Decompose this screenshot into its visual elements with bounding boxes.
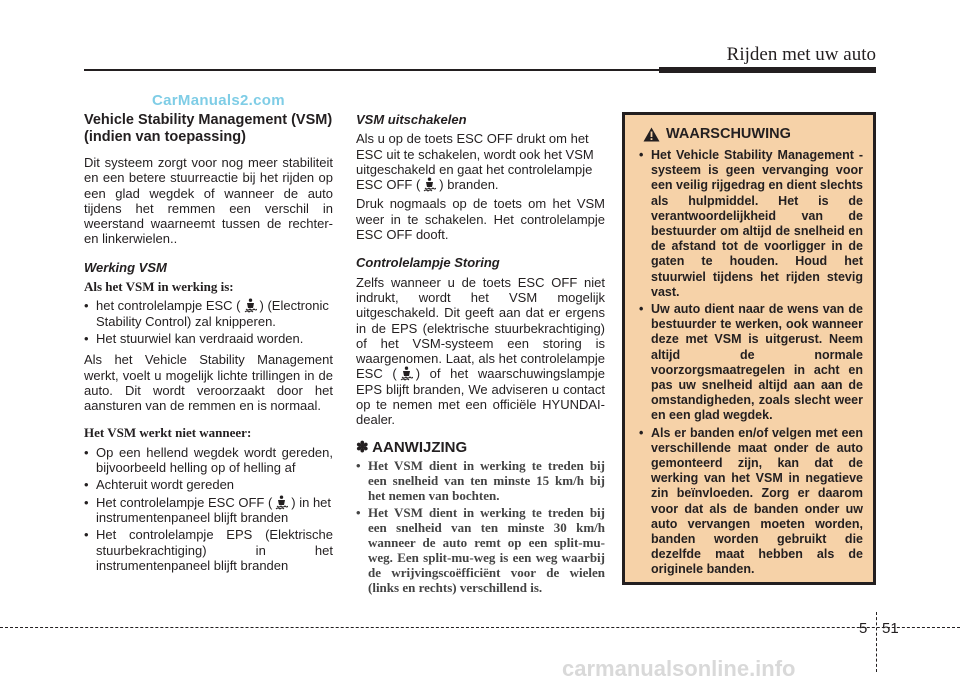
header-title: Rijden met uw auto xyxy=(726,44,876,65)
werking-list xyxy=(84,298,333,346)
list-item: • Het stuurwiel kan verdraaid worden. xyxy=(84,331,333,346)
list-item: • Als er banden en/of velgen met een verschillende maat onder de auto gemonteerd zijn, kan dat de werking van het VSM in negatieve zin beïnvloeden. Zorg er daarom voor dat als de banden onder uw auto vervangen moeten worden, banden worden gebruikt die dezelfde maat hebben als de originele banden. xyxy=(639,426,863,578)
esc-warning-icon xyxy=(400,366,413,381)
intro-paragraph: Dit systeem zorgt voor nog meer stabiliteit en een betere stuurreactie bij het rijden op een glad wegdek of wanneer de auto tijdens het remmen een verschil in weerstand waarneemt tussen de rechter- en linkerwielen.. xyxy=(84,155,333,247)
subheading-storing: Controlelampje Storing xyxy=(356,255,500,271)
inschakelen-paragraph: Druk nogmaals op de toets om het VSM weer in te schakelen. Het controlelampje ESC OFF dooft. xyxy=(356,196,605,243)
warning-header xyxy=(643,126,873,142)
subheading-werking: Werking VSM xyxy=(84,259,167,275)
subheading-in-werking: Als het VSM in werking is: xyxy=(84,279,234,295)
list-item: • Op een hellend wegdek wordt gereden, bijvoorbeeld helling op of helling af xyxy=(84,445,333,476)
warning-triangle-icon xyxy=(643,127,660,142)
list-item: • Achteruit wordt gereden xyxy=(84,477,333,492)
footer-rule xyxy=(0,627,960,628)
section-number: 5 xyxy=(859,620,868,637)
storing-paragraph: Zelfs wanneer u de toets ESC OFF niet indrukt, wordt het VSM mogelijk uitgeschakeld. Dit geeft aan dat er ergens in de EPS (elektrische stuurbekrachtiging) of het VSM-systeem een storing is waargenomen. Laat, als het controlelampje ESC ( ) of het waarschuwingslampje EPS blijft branden, We adviseren u contact op te nemen met een officiële HYUNDAI-dealer. xyxy=(356,274,606,428)
header-bar xyxy=(659,67,876,73)
esc-off-icon xyxy=(275,495,288,510)
column-1 xyxy=(84,112,333,579)
warning-heading: WAARSCHUWING xyxy=(666,126,791,142)
warning-list xyxy=(625,148,873,578)
list-item: • Het VSM dient in werking te treden bij een snelheid van ten minste 30 km/h wanneer de auto remt op een split-mu-weg. Een split-mu-weg is een weg waarbij de wrijvingscoëfficiënt voor de wielen (links en rechts) verschillend is. xyxy=(356,505,605,595)
note-heading: ✽ AANWIJZING xyxy=(356,438,468,456)
list-item: • het controlelampje ESC ( ) (Electronic Stability Control) zal knipperen. xyxy=(84,298,333,329)
page-number: 51 xyxy=(882,620,899,637)
niet-werkt-list xyxy=(84,445,333,573)
footer-separator xyxy=(876,612,877,672)
list-item: • Het controlelampje EPS (Elektrische stuurbekrachtiging) in het instrumentenpaneel blijft branden xyxy=(84,527,333,573)
column-2 xyxy=(356,112,605,601)
header-rule xyxy=(84,69,659,71)
subheading-uitschakelen: VSM uitschakelen xyxy=(356,112,467,127)
list-item: • Het Vehicle Stability Management -systeem is geen vervanging voor een veilig rijgedrag en dient slechts als hulpmiddel. Het is de verantwoordelijkheid van de bestuurder om altijd de snelheid en de afstand tot de voorligger in de gaten te houden. Houd het stuurwiel tijdens het rijden stevig vast. xyxy=(639,148,863,300)
uitschakelen-paragraph: Als u op de toets ESC OFF drukt om het ESC uit te schakelen, wordt ook het VSM uitgeschakeld en gaat het controlelampje ESC OFF ( ) branden. xyxy=(356,131,594,193)
trillingen-paragraph: Als het Vehicle Stability Management werkt, voelt u mogelijk lichte trillingen in de auto. Dit wordt veroorzaakt door het aansturen van de remmen en is normaal. xyxy=(84,352,333,414)
warning-box xyxy=(622,112,876,585)
list-item: • Het VSM dient in werking te treden bij een snelheid van ten minste 15 km/h bij het nemen van bochten. xyxy=(356,458,605,503)
list-item: • Uw auto dient naar de wens van de bestuurder te werken, ook wanneer deze met VSM is uitgerust. Neem altijd de normale voorzorgsmaatregelen in acht en pas uw snelheid altijd aan aan de omstandigheden, zoals slecht weer en een glad wegdek. xyxy=(639,302,863,424)
list-item: • Het controlelampje ESC OFF ( ) in het instrumentenpaneel blijft branden xyxy=(84,495,333,526)
section-heading: Vehicle Stability Management (VSM) (indien van toepassing) xyxy=(84,112,333,145)
esc-off-icon xyxy=(423,177,436,192)
watermark-bottom: carmanualsonline.info xyxy=(562,656,796,681)
subheading-niet-werkt: Het VSM werkt niet wanneer: xyxy=(84,425,252,441)
esc-warning-icon xyxy=(244,298,257,313)
watermark-top: CarManuals2.com xyxy=(152,92,285,109)
note-list xyxy=(356,458,605,595)
